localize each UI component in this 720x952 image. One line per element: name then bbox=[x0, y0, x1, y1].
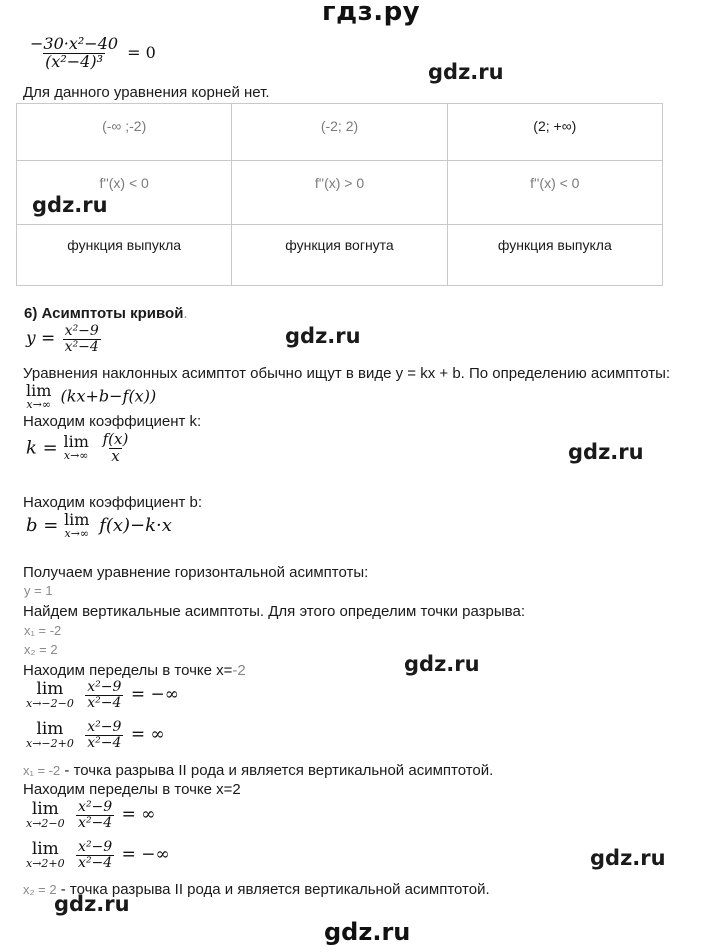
limit-denominator: x²−4 bbox=[87, 734, 122, 751]
lim-subscript: x→−2−0 bbox=[26, 696, 74, 710]
limit-numerator: x²−9 bbox=[87, 719, 122, 735]
limit-left-minus2 bbox=[26, 680, 179, 710]
lim-subscript: x→2−0 bbox=[26, 816, 65, 830]
limit-operator bbox=[64, 512, 89, 540]
x1-conclusion-text: - точка разрыва II рода и является вертикальной асимптотой. bbox=[60, 762, 494, 779]
lim-subscript: x→∞ bbox=[63, 449, 89, 463]
limit-expression: (kx+b−f(x)) bbox=[60, 386, 157, 406]
limit-fraction bbox=[85, 720, 123, 750]
section-heading bbox=[24, 305, 188, 322]
limit-operator bbox=[63, 434, 88, 462]
limits-at-minus2-label: Находим переделы в точке x= bbox=[23, 662, 233, 679]
find-b-text: Находим коэффициент b: bbox=[23, 494, 203, 511]
lim-word: lim bbox=[26, 381, 52, 400]
limit-left-2 bbox=[26, 800, 155, 830]
table-row-second-derivative bbox=[17, 161, 663, 225]
site-title: гдз.ру bbox=[322, 0, 421, 27]
k-fraction bbox=[101, 432, 131, 465]
equation-top-numerator: −30·x²−40 bbox=[30, 34, 119, 53]
x1-conclusion bbox=[23, 762, 493, 779]
function-denominator: x²−4 bbox=[64, 338, 99, 355]
limit-operator bbox=[26, 718, 74, 750]
limit-fraction bbox=[76, 800, 114, 830]
limit-denominator: x²−4 bbox=[87, 694, 122, 711]
b-lhs: b = bbox=[26, 515, 59, 537]
x2-conclusion-eq: x₂ = 2 bbox=[23, 882, 57, 897]
limit-numerator: x²−9 bbox=[78, 799, 113, 815]
find-k-text: Находим коэффициент k: bbox=[23, 413, 202, 430]
table-cell: (2; +∞) bbox=[447, 104, 662, 161]
lim-subscript: x→∞ bbox=[26, 398, 51, 411]
limit-definition bbox=[26, 383, 156, 411]
lim-subscript: x→2+0 bbox=[26, 856, 65, 870]
table-cell: функция вогнута bbox=[232, 225, 447, 286]
table-cell: функция выпукла bbox=[447, 225, 662, 286]
limit-denominator: x²−4 bbox=[78, 854, 113, 871]
limits-at-2-text: Находим переделы в точке x=2 bbox=[23, 781, 241, 798]
lim-word: lim bbox=[64, 510, 90, 529]
limit-fraction bbox=[76, 840, 114, 870]
limit-right-minus2 bbox=[26, 720, 165, 750]
horizontal-asymptote-equation: y = 1 bbox=[24, 583, 53, 598]
lim-subscript: x→∞ bbox=[64, 527, 90, 540]
lim-word: lim bbox=[36, 678, 64, 699]
table-cell: f''(x) < 0 bbox=[447, 161, 662, 225]
limits-at-minus2-text bbox=[23, 662, 246, 679]
b-formula bbox=[26, 512, 172, 540]
function-definition bbox=[26, 324, 103, 354]
lim-word: lim bbox=[31, 798, 59, 819]
table-cell: (-2; 2) bbox=[232, 104, 447, 161]
function-lhs: y = bbox=[26, 328, 56, 349]
table-cell: функция выпукла bbox=[17, 225, 232, 286]
table-row-conclusion bbox=[17, 225, 663, 286]
equation-top-fraction bbox=[28, 36, 120, 71]
watermark: gdz.ru bbox=[32, 193, 108, 217]
watermark: gdz.ru bbox=[590, 846, 666, 870]
limit-result: = −∞ bbox=[121, 844, 170, 865]
k-formula bbox=[26, 432, 132, 465]
equation-top-rhs: = 0 bbox=[127, 42, 156, 62]
watermark: gdz.ru bbox=[568, 440, 644, 464]
table-cell: (-∞ ;-2) bbox=[17, 104, 232, 161]
limit-right-2 bbox=[26, 840, 170, 870]
limit-operator bbox=[26, 798, 65, 830]
limit-result: = ∞ bbox=[130, 724, 165, 745]
limit-fraction bbox=[85, 680, 123, 710]
discontinuity-point-2: x₂ = 2 bbox=[24, 642, 58, 657]
vertical-asymptote-text: Найдем вертикальные асимптоты. Для этого определим точки разрыва: bbox=[23, 603, 525, 620]
b-expression: f(x)−k·x bbox=[99, 515, 172, 537]
function-numerator: x²−9 bbox=[64, 323, 99, 339]
lim-word: lim bbox=[63, 432, 89, 452]
horizontal-asymptote-text: Получаем уравнение горизонтальной асимптоты: bbox=[23, 564, 369, 581]
lim-word: lim bbox=[36, 718, 64, 739]
watermark: gdz.ru bbox=[285, 324, 361, 348]
limit-result: = −∞ bbox=[130, 684, 179, 705]
x2-conclusion-text: - точка разрыва II рода и является вертикальной асимптотой. bbox=[56, 881, 490, 898]
k-lhs: k = bbox=[26, 437, 58, 459]
section-heading-text: 6) Асимптоты кривой bbox=[24, 305, 184, 322]
watermark-footer: gdz.ru bbox=[324, 918, 411, 946]
x1-conclusion-eq: x₁ = -2 bbox=[23, 763, 61, 778]
k-numerator: f(x) bbox=[102, 430, 129, 448]
lim-word: lim bbox=[31, 838, 59, 859]
watermark: gdz.ru bbox=[54, 892, 130, 916]
function-fraction bbox=[63, 324, 101, 354]
watermark: gdz.ru bbox=[404, 652, 480, 676]
table-cell: f''(x) < 0 bbox=[17, 161, 232, 225]
table-row-intervals bbox=[17, 104, 663, 161]
oblique-asymptote-text: Уравнения наклонных асимптот обычно ищут в виде y = kx + b. По определению асимптоты: bbox=[23, 365, 671, 382]
equation-top-denominator: (x²−4)³ bbox=[45, 51, 103, 71]
concavity-table bbox=[16, 103, 663, 286]
no-roots-text: Для данного уравнения корней нет. bbox=[23, 84, 270, 101]
section-heading-dot: . bbox=[183, 305, 188, 322]
table-cell: f''(x) > 0 bbox=[232, 161, 447, 225]
limit-result: = ∞ bbox=[121, 804, 156, 825]
limit-numerator: x²−9 bbox=[87, 679, 122, 695]
limit-operator bbox=[26, 838, 65, 870]
limit-numerator: x²−9 bbox=[78, 839, 113, 855]
discontinuity-point-1: x₁ = -2 bbox=[24, 623, 62, 638]
watermark: gdz.ru bbox=[428, 60, 504, 84]
limit-denominator: x²−4 bbox=[78, 814, 113, 831]
limit-operator bbox=[26, 678, 74, 710]
limit-operator bbox=[26, 383, 51, 411]
k-denominator: x bbox=[111, 446, 120, 465]
lim-subscript: x→−2+0 bbox=[26, 736, 74, 750]
equation-top bbox=[26, 36, 156, 71]
limits-at-minus2-value: -2 bbox=[232, 662, 246, 679]
